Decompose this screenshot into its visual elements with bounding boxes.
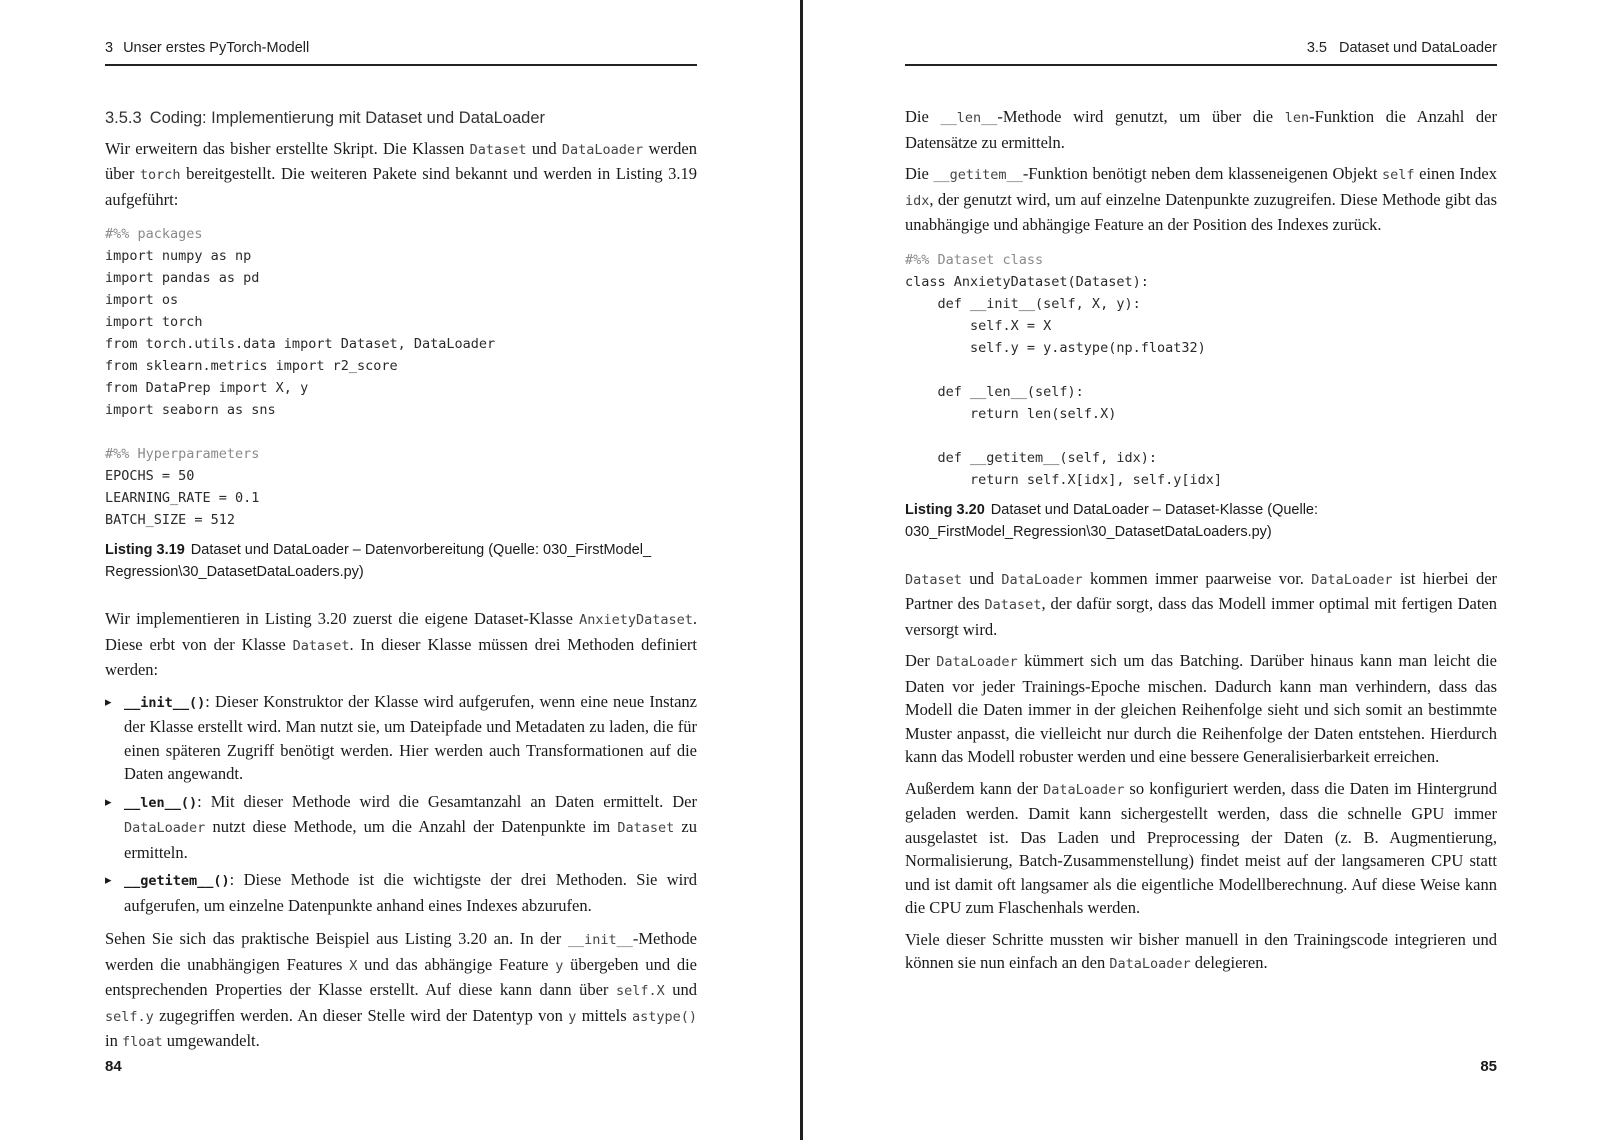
code-line: #%% packages xyxy=(105,226,203,242)
method-list xyxy=(105,690,697,918)
len-paragraph: Die __len__-Methode wird genutzt, um über die len-Funktion die Anzahl der Datensätze zu ermitteln. xyxy=(905,107,1497,152)
code-line: import seaborn as sns xyxy=(105,402,276,418)
chapter-title: Unser erstes PyTorch-Modell xyxy=(123,40,310,56)
section-header-number: 3.5 xyxy=(1306,40,1327,56)
delegation-paragraph: Viele dieser Schritte mussten wir bisher manuell in den Trainingscode integrieren und können sie nun einfach an den DataLoader delegieren. xyxy=(905,929,1497,972)
code-line xyxy=(905,359,1497,381)
background-loading-paragraph: Außerdem kann der DataLoader so konfiguriert werden, dass die Daten im Hintergrund geladen werden. Damit kann sichergestellt werden, dass die schnelle GPU immer ausgelastet ist. Das Laden und Preprocessing der Daten (z. B. Augmentierung, Normalisierung, Batch-Zusammenstellung) findet meist auf der langsameren CPU statt und ist damit oft langsamer als die eigentliche Modellberechnung. Auf diese Weise kann die CPU zum Flaschenhals werden. xyxy=(905,778,1497,917)
left-content xyxy=(105,105,697,1063)
listing-caption-3-20: Listing 3.20 Dataset und DataLoader – Dataset-Klasse (Quelle: 030_FirstModel_Regression\30_DatasetDataLoaders.py) xyxy=(905,501,1319,540)
code-line: from sklearn.metrics import r2_score xyxy=(105,358,398,374)
pairing-paragraph: Dataset und DataLoader kommen immer paarweise vor. DataLoader ist hierbei der Partner des Dataset, der dafür sorgt, dass das Modell immer optimal mit fertigen Daten versorgt wird. xyxy=(905,568,1498,639)
code-line: def __init__(self, X, y): xyxy=(905,295,1141,312)
example-paragraph: Sehen Sie sich das praktische Beispiel aus Listing 3.20 an. In der __init__-Methode werden die unabhängigen Features X und das abhängige Feature y übergeben und die entsprechenden Properties der Klasse erstellt. Auf diese kann dann über self.X und self.y zugegriffen werden. An dieser Stelle wird der Datentyp von y mittels astype() in float umgewandelt. xyxy=(105,929,697,1050)
section-title: Coding: Implementierung mit Dataset und DataLoader xyxy=(149,109,546,127)
code-line: def __getitem__(self, idx): xyxy=(905,449,1157,466)
right-page xyxy=(803,0,1600,1140)
section-heading xyxy=(105,107,697,131)
list-item-getitem: ▸ __getitem__(): Diese Methode ist die wichtigste der drei Methoden. Sie wird aufgerufen, um einzelne Datenpunkte anhand eines Indexes abzurufen. xyxy=(105,868,697,917)
code-line: #%% Dataset class xyxy=(905,251,1044,268)
code-line: import pandas as pd xyxy=(105,270,260,286)
page-number-left: 84 xyxy=(105,1058,122,1075)
code-line xyxy=(105,421,697,443)
page-number-right: 85 xyxy=(1480,1058,1497,1075)
running-header-right xyxy=(905,40,1497,66)
code-line: def __len__(self): xyxy=(905,383,1084,400)
code-line: import numpy as np xyxy=(105,248,252,264)
getitem-paragraph: Die __getitem__-Funktion benötigt neben dem klasseneigenen Objekt self einen Index idx, der genutzt wird, um auf einzelne Datenpunkte zuzugreifen. Diese Methode gibt das unabhängige und abhängige Feature an der Position des Indexes zurück. xyxy=(905,164,1497,234)
code-listing-3-20 xyxy=(905,249,1497,491)
code-line: BATCH_SIZE = 512 xyxy=(105,512,236,528)
list-item-len: ▸ __len__(): Mit dieser Methode wird die Gesamtanzahl an Daten ermittelt. Der DataLoader nutzt diese Methode, um die Anzahl der Datenpunkte im Dataset zu ermitteln. xyxy=(105,790,697,865)
code-line xyxy=(905,425,1497,447)
code-listing-3-19 xyxy=(105,223,697,531)
section-number: 3.5.3 xyxy=(105,109,142,127)
list-item-init: ▸ __init__(): Dieser Konstruktor der Klasse wird aufgerufen, wenn eine neue Instanz der Klasse erstellt wird. Man nutzt sie, um Dateipfade und Metadaten zu laden, die für einen späteren Zugriff benötigt werden. Hier werden auch Transformationen auf die Daten angewandt. xyxy=(105,690,697,786)
intro-paragraph: Wir erweitern das bisher erstellte Skript. Die Klassen Dataset und DataLoader werden über torch bereitgestellt. Die weiteren Pakete sind bekannt und werden in Listing 3.19 aufgeführt: xyxy=(105,138,697,209)
running-header-left xyxy=(105,40,697,66)
code-line: return len(self.X) xyxy=(905,405,1117,422)
section-header-title: Dataset und DataLoader xyxy=(1339,40,1497,56)
batching-paragraph: Der DataLoader kümmert sich um das Batching. Darüber hinaus kann man leicht die Daten vor jeder Trainings-Epoche mischen. Dadurch kann man verhindern, dass das Modell die Daten immer in der gleichen Reihenfolge sieht und sich somit an bestimmte Muster anpasst, die vielleicht nur durch die Reihenfolge der Daten entstehen. Hierdurch kann das Modell robuster werden und eine bessere Generalisierbarkeit erreichen. xyxy=(905,651,1498,766)
code-line: self.X = X xyxy=(905,317,1052,334)
code-line: EPOCHS = 50 xyxy=(105,468,195,484)
code-line: LEARNING_RATE = 0.1 xyxy=(105,490,260,506)
listing-caption-3-19: Listing 3.19 Dataset und DataLoader – Datenvorbereitung (Quelle: 030_FirstModel_ Regression\30_DatasetDataLoaders.py) xyxy=(105,542,652,580)
right-content xyxy=(905,105,1497,985)
dataset-class-paragraph: Wir implementieren in Listing 3.20 zuerst die eigene Dataset-Klasse AnxietyDataset. Diese erbt von der Klasse Dataset. In dieser Klasse müssen drei Methoden definiert werden: xyxy=(105,609,698,679)
code-line: self.y = y.astype(np.float32) xyxy=(905,339,1206,356)
code-line: from torch.utils.data import Dataset, DataLoader xyxy=(105,336,496,352)
code-line: return self.X[idx], self.y[idx] xyxy=(905,471,1222,488)
chapter-number: 3 xyxy=(105,40,114,56)
code-line: class AnxietyDataset(Dataset): xyxy=(905,273,1149,290)
code-line: import os xyxy=(105,292,179,308)
code-line: import torch xyxy=(105,314,203,330)
code-line: #%% Hyperparameters xyxy=(105,446,260,462)
code-line: from DataPrep import X, y xyxy=(105,380,309,396)
